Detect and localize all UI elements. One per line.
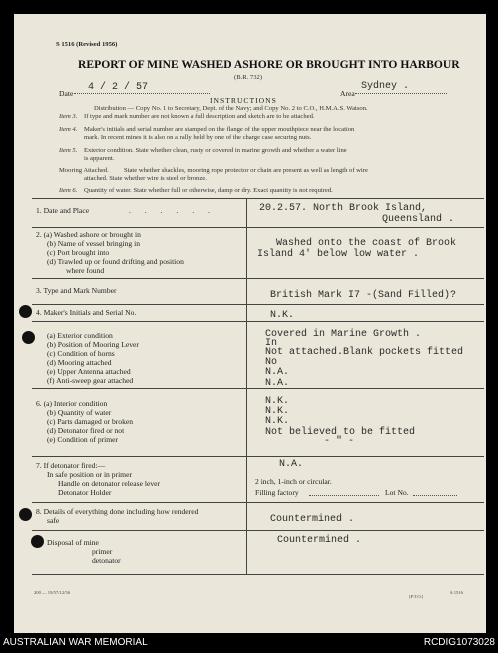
- instructions-heading: INSTRUCTIONS: [210, 96, 277, 105]
- form-title: REPORT OF MINE WASHED ASHORE OR BROUGHT INTO HARBOUR: [78, 58, 460, 71]
- item5-value-f: N.A.: [265, 378, 290, 389]
- row-separator: [32, 530, 484, 531]
- item7-label-holder: Detonator Holder: [58, 488, 112, 497]
- form-code: S 1516 (Revised 1956): [56, 41, 118, 48]
- item3-instr-label: Item 3.: [59, 113, 78, 120]
- table-divider: [246, 198, 247, 574]
- item8-value: Countermined .: [270, 514, 355, 525]
- table-top-border: [32, 198, 484, 199]
- item2-label-d: (d) Trawled up or found drifting and position: [47, 257, 184, 266]
- area-value: Sydney .: [361, 81, 410, 92]
- item4-instr-label: Item 4.: [59, 126, 78, 133]
- item6-label-c: (c) Parts damaged or broken: [47, 417, 134, 426]
- punch-hole: [19, 508, 32, 521]
- item2-label-d-cont: where found: [66, 266, 105, 275]
- item2-label-c: (c) Port brought into: [47, 248, 110, 257]
- item6-value-b: N.K.: [265, 406, 290, 417]
- item7-value: N.A.: [279, 459, 304, 470]
- row-separator: [32, 278, 484, 279]
- item6-instr-label: Item 6.: [59, 187, 78, 194]
- item6-label-b: (b) Quantity of water: [47, 408, 112, 417]
- item3-value: British Mark I7 -(Sand Filled)?: [270, 290, 457, 301]
- item1-value-line1: 20.2.57. North Brook Island,: [259, 203, 428, 214]
- item7-label: 7. If detonator fired:—: [36, 461, 106, 470]
- item8-label-cont: safe: [47, 516, 60, 525]
- pto-note: [P.T.O.]: [409, 594, 424, 599]
- item5-label-a: (a) Exterior condition: [47, 331, 113, 340]
- leader-dots: . . . . . .: [129, 206, 216, 215]
- row-separator: [32, 227, 484, 228]
- archive-footer: [0, 633, 498, 653]
- item5-value-a: Covered in Marine Growth .: [265, 329, 422, 340]
- item2-label-a: 2. (a) Washed ashore or brought in: [36, 230, 141, 239]
- item7-holder-options: 2 inch, 1-inch or circular.: [255, 477, 332, 486]
- item5-label-e: (e) Upper Antenna attached: [47, 367, 131, 376]
- item4-instr-line2: mark. In recent mines it is also on a rally held by one of the charge case securing nuts.: [84, 134, 312, 141]
- item6-label-a: 6. (a) Interior condition: [36, 399, 108, 408]
- item4-label: 4. Maker's Initials and Serial No.: [36, 308, 137, 317]
- item5-label-d: (d) Mooring attached: [47, 358, 112, 367]
- item6-value-d: Not believed to be fitted: [265, 427, 416, 438]
- punch-hole: [31, 535, 44, 548]
- item2-label-b: (b) Name of vessel bringing in: [47, 239, 141, 248]
- table-bottom-border: [32, 574, 484, 575]
- item6-value-a: N.K.: [265, 396, 290, 407]
- item5-instr-line2: is apparent.: [84, 155, 115, 162]
- lot-no-line: [413, 495, 457, 496]
- record-id: RCDIG1073028: [423, 637, 495, 648]
- area-line: [355, 93, 447, 94]
- mooring-instr-line2: attached. State whether wire is steel or bronze.: [84, 175, 207, 182]
- item1-label: 1. Date and Place: [36, 206, 90, 215]
- row-separator: [32, 388, 484, 389]
- item6-instr: Quantity of water. State whether full or otherwise, damp or dry. Exact quantity is not required.: [84, 187, 333, 194]
- item2-value-line2: Island 4' below low water .: [257, 249, 420, 260]
- item5-value-e: N.A.: [265, 367, 290, 378]
- mooring-instr-line1: State whether shackles, mooring rope protector or chain are present as well as length of wire: [124, 167, 368, 174]
- item8-label: 8. Details of everything done including how rendered: [36, 507, 199, 516]
- item5-instr-line1: Exterior condition. State whether clean, rusty or covered in marine growth and whether a water line: [84, 147, 347, 154]
- item5-value-c: Not attached.Blank pockets fitted: [265, 347, 464, 358]
- item9-label-primer: primer: [92, 547, 113, 556]
- item5-label-f: (f) Anti-sweep gear attached: [47, 376, 134, 385]
- item5-value-b: In: [265, 338, 278, 349]
- mooring-instr-label: Mooring Attached.: [59, 167, 109, 174]
- item6-value-c: N.K.: [265, 416, 290, 427]
- row-separator: [32, 456, 484, 457]
- item6-label-d: (d) Detonator fired or not: [47, 426, 125, 435]
- item5-value-d: No: [265, 357, 278, 368]
- area-label: Area: [340, 89, 355, 98]
- archive-name: AUSTRALIAN WAR MEMORIAL: [3, 637, 148, 648]
- punch-hole: [22, 331, 35, 344]
- form-code-bottom: S.1516: [450, 590, 463, 595]
- date-value: 4 / 2 / 57: [88, 82, 149, 93]
- filling-factory-line: [309, 495, 379, 496]
- item7-filling-factory: Filling factory: [255, 488, 299, 497]
- item4-instr-line1: Maker's initials and serial number are stamped on the flange of the upper mouthpiece near the location: [84, 126, 355, 133]
- item7-label-handle: Handle on detonator release lever: [58, 479, 161, 488]
- item6-label-e: (e) Condition of primer: [47, 435, 119, 444]
- row-separator: [32, 321, 484, 322]
- date-label: Date: [59, 89, 74, 98]
- punch-hole: [19, 305, 32, 318]
- item2-value-line1: Washed onto the coast of Brook: [276, 238, 457, 249]
- distribution-text: Distribution — Copy No. 1 to Secretary, Dept. of the Navy; and Copy No. 2 to C.O., H.M.A.S. Watson.: [94, 105, 368, 112]
- row-separator: [32, 304, 484, 305]
- item4-value: N.K.: [270, 310, 295, 321]
- item7-label-safe: In safe position or in primer: [47, 470, 132, 479]
- print-reference: 200 — 19/57/12/56: [34, 590, 70, 595]
- item1-value-line2: Queensland .: [382, 214, 455, 225]
- item5-label-b: (b) Position of Mooring Lever: [47, 340, 139, 349]
- item5-instr-label: Item 5.: [59, 147, 78, 154]
- item9-label-detonator: detonator: [92, 556, 121, 565]
- date-line: [74, 93, 210, 94]
- item3-label: 3. Type and Mark Number: [36, 286, 117, 295]
- item5-label-c: (c) Condition of horns: [47, 349, 115, 358]
- item3-instr: If type and mark number are not known a full description and sketch are to be attached.: [84, 113, 315, 120]
- item9-value: Countermined .: [277, 535, 362, 546]
- row-separator: [32, 502, 484, 503]
- item7-lot-no: Lot No.: [385, 488, 409, 497]
- item9-label: Disposal of mine: [47, 538, 99, 547]
- item6-value-e: - " -: [324, 436, 355, 447]
- reference: (B.R. 732): [234, 74, 263, 81]
- form-sheet: [14, 14, 486, 633]
